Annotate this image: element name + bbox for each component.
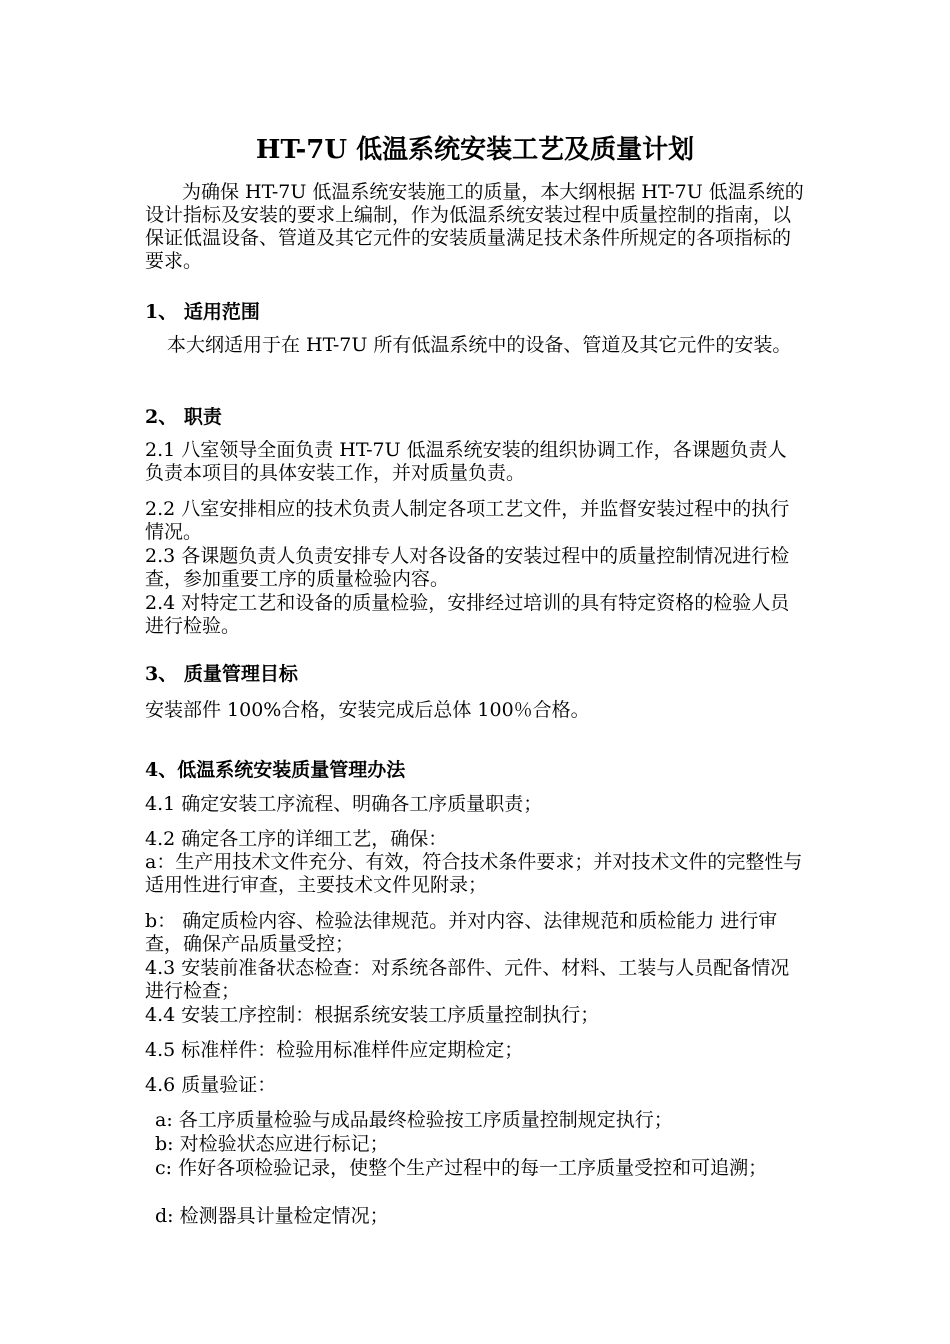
section-3-text: 安装部件 100%合格，安装完成后总体 100％合格。 [145, 699, 590, 721]
section-2-4-paragraph: 2.4 对特定工艺和设备的质量检验，安排经过培训的具有特定资格的检验人员进行检验。 [145, 592, 790, 637]
section-4-5-paragraph: 4.5 标准样件：检验用标准样件应定期检定； [145, 1039, 524, 1061]
section-2-2-paragraph: 2.2 八室安排相应的技术负责人制定各项工艺文件，并监督安装过程中的执行情况。 [145, 498, 790, 543]
section-4-6-b-paragraph: b: 对检验状态应进行标记； [155, 1133, 389, 1155]
section-4-6-c-paragraph [145, 1157, 807, 1180]
section-4-3-paragraph: 4.3 安装前准备状态检查：对系统各部件、元件、材料、工装与人员配备情况进行检查； [145, 957, 790, 1002]
section-1-text: 本大纲适用于在 HT-7U 所有低温系统中的设备、管道及其它元件的安装。 [167, 334, 792, 356]
section-4-6-a-paragraph: a: 各工序质量检验与成品最终检验按工序质量控制规定执行； [155, 1109, 673, 1131]
section-3-heading: 3、 质量管理目标 [145, 663, 298, 685]
section-4-6-d-paragraph: d: 检测器具计量检定情况； [155, 1205, 389, 1227]
section-4-2-paragraph: 4.2 确定各工序的详细工艺，确保： [145, 828, 448, 850]
section-4-1-paragraph: 4.1 确定安装工序流程、明确各工序质量职责； [145, 793, 543, 815]
section-1-heading: 1、 适用范围 [145, 301, 260, 323]
section-4-2-b-paragraph: b： 确定质检内容、检验法律规范。并对内容、法律规范和质检能力 进行审查，确保产品质量受控； [145, 910, 778, 955]
section-2-3-paragraph: 2.3 各课题负责人负责安排专人对各设备的安装过程中的质量控制情况进行检查，参加重要工序的质量检验内容。 [145, 545, 790, 590]
intro-paragraph: 为确保 HT-7U 低温系统安装施工的质量，本大纲根据 HT-7U 低温系统的设计指标及安装的要求上编制，作为低温系统安装过程中质量控制的指南，以保证低温设备、管道及其它元件的安装质量满足技术条件所规定的各项指标的要求。 [145, 181, 804, 272]
section-4-2-a-paragraph: a：生产用技术文件充分、有效，符合技术条件要求；并对技术文件的完整性与适用性进行审查，主要技术文件见附录； [145, 851, 803, 896]
section-4-4-paragraph: 4.4 安装工序控制：根据系统安装工序质量控制执行； [145, 1004, 600, 1026]
section-4-heading: 4、低温系统安装质量管理办法 [145, 759, 406, 781]
section-4-6-paragraph: 4.6 质量验证： [145, 1074, 277, 1096]
document-title: HT-7U 低温系统安装工艺及质量计划 [255, 135, 695, 165]
section-2-1-paragraph: 2.1 八室领导全面负责 HT-7U 低温系统安装的组织协调工作，各课题负责人 负责本项目的具体安装工作，并对质量负责。 [145, 439, 787, 484]
section-2-heading: 2、 职责 [145, 406, 222, 428]
section-4-6-c-text: c: 作好各项检验记录，使整个生产过程中的每一工序质量受控和可追溯； [155, 1157, 768, 1179]
